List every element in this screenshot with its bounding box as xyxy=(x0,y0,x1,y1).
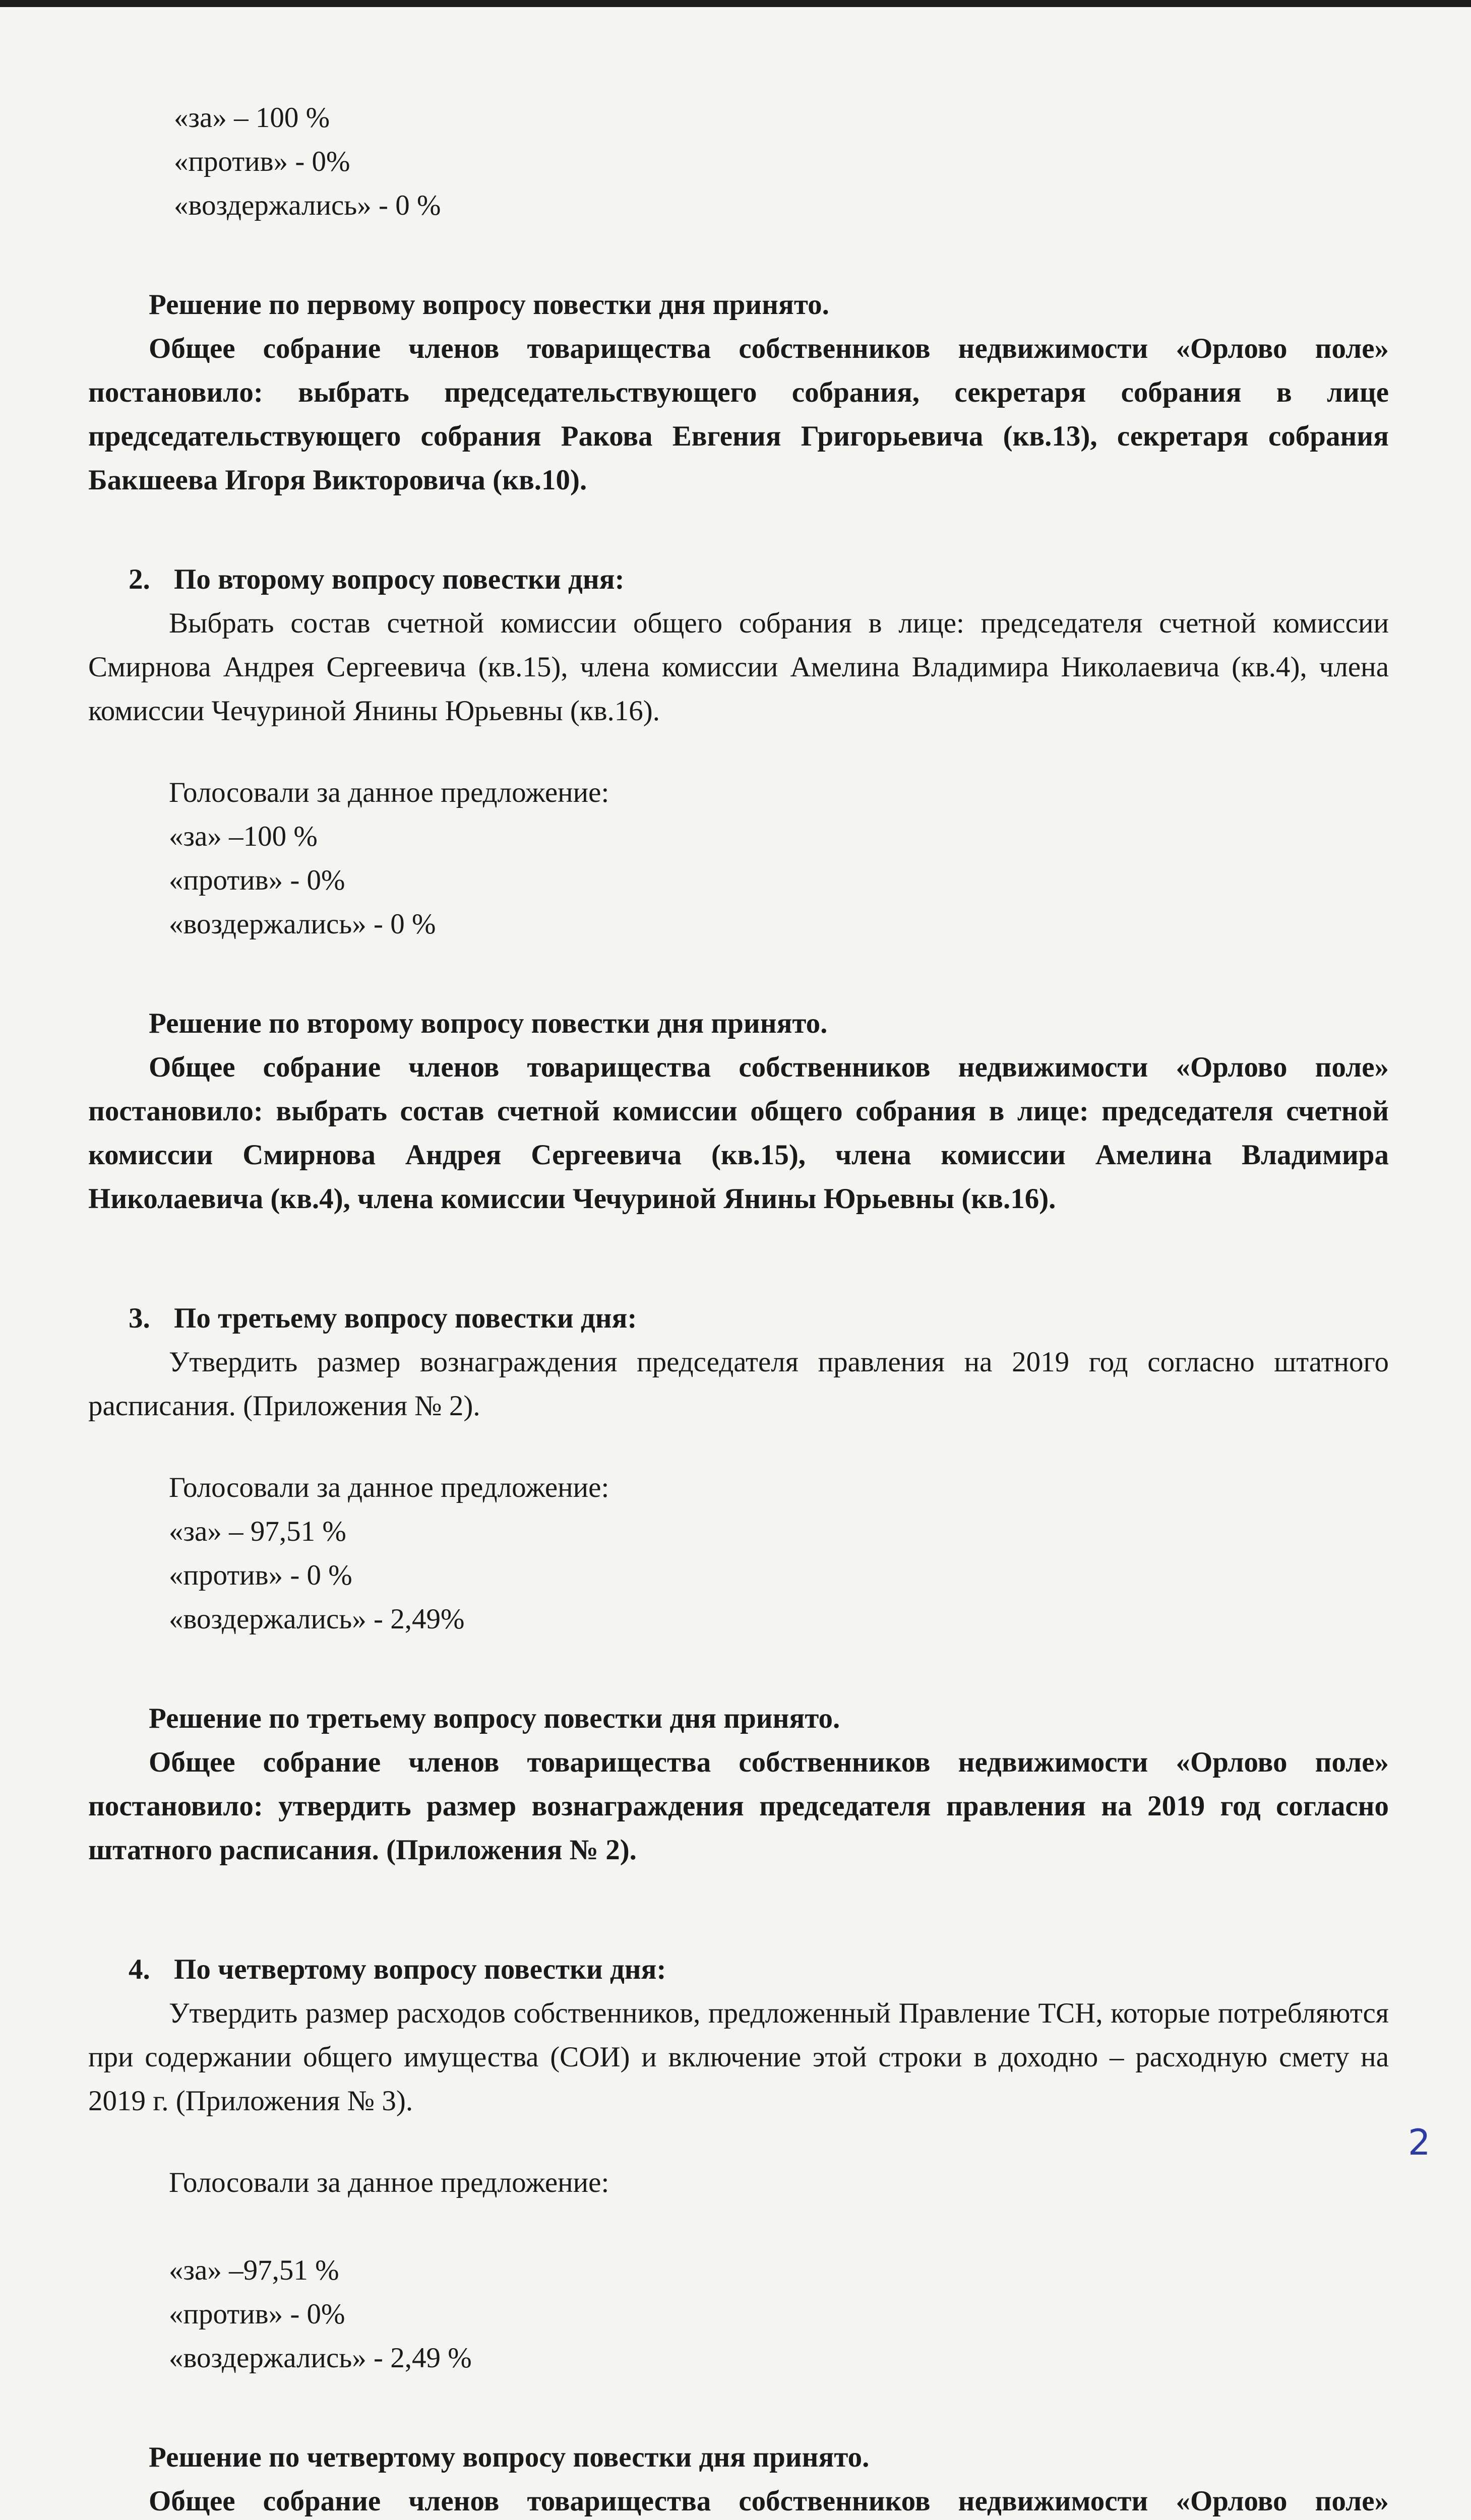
vote-abstained: «воздержались» - 0 % xyxy=(174,190,441,221)
vote-for: «за» –100 % xyxy=(169,821,318,852)
page-top-edge xyxy=(0,0,1471,7)
q3-resolution: Общее собрание членов товарищества собственников недвижимости «Орлово поле» постановило: утвердить размер вознаграждения председателя правления на 2019 год согласно штатного расписания. (Приложения № 2). xyxy=(88,1746,1389,1866)
question-4-votes xyxy=(169,2161,1389,2380)
q2-decision-accepted: Решение по второму вопросу повестки дня принято. xyxy=(149,1007,828,1039)
vote-for: «за» – 100 % xyxy=(174,102,330,134)
question-3 xyxy=(88,1296,1389,1872)
question-2 xyxy=(88,557,1389,1221)
q1-resolution: Общее собрание членов товарищества собственников недвижимости «Орлово поле» постановило: выбрать председательствующего собрания, секретаря собрания в лице председательствующего собрания Ракова Евгения Григорьевича (кв.13), секретаря собрания Бакшеева Игоря Викторовича (кв.10). xyxy=(88,333,1389,496)
question-4-title: По четвертому вопросу повестки дня: xyxy=(174,1954,666,1985)
question-3-number: 3. xyxy=(129,1302,150,1334)
question-2-number: 2. xyxy=(129,563,150,595)
question-3-votes xyxy=(169,1466,1389,1641)
vote-against: «против» - 0% xyxy=(174,146,350,177)
q3-decision-accepted: Решение по третьему вопросу повестки дня принято. xyxy=(149,1703,840,1734)
vote-for: «за» – 97,51 % xyxy=(169,1516,346,1547)
vote-abstained: «воздержались» - 2,49 % xyxy=(169,2342,472,2374)
question-2-votes xyxy=(169,771,1389,946)
q1-vote-results xyxy=(88,96,1389,227)
question-2-heading xyxy=(129,557,1389,601)
voted-label: Голосовали за данное предложение: xyxy=(169,2167,609,2198)
vote-abstained: «воздержались» - 0 % xyxy=(169,908,436,940)
question-2-title: По второму вопросу повестки дня: xyxy=(174,563,625,595)
question-4-number: 4. xyxy=(129,1954,150,1985)
vote-against: «против» - 0% xyxy=(169,864,345,896)
document-page xyxy=(88,96,1389,2520)
question-3-heading xyxy=(129,1296,1389,1340)
q4-decision-accepted: Решение по четвертому вопросу повестки дня принято. xyxy=(149,2441,870,2473)
vote-abstained: «воздержались» - 2,49% xyxy=(169,1603,465,1635)
question-4-heading xyxy=(129,1947,1389,1991)
question-3-text: Утвердить размер вознаграждения председателя правления на 2019 год согласно штатного расписания. (Приложения № 2). xyxy=(88,1346,1389,1422)
voted-label: Голосовали за данное предложение: xyxy=(169,777,609,808)
vote-for: «за» –97,51 % xyxy=(169,2254,339,2286)
blank-line xyxy=(169,2204,1389,2248)
q2-resolution: Общее собрание членов товарищества собственников недвижимости «Орлово поле» постановило: выбрать состав счетной комиссии общего собрания в лице: председателя счетной комиссии Смирнова Андрея Сергеевича (кв.15), члена комиссии Амелина Владимира Николаевича (кв.4), члена комиссии Чечуриной Янины Юрьевны (кв.16). xyxy=(88,1051,1389,1215)
question-2-text: Выбрать состав счетной комиссии общего собрания в лице: председателя счетной комиссии Смирнова Андрея Сергеевича (кв.15), члена комиссии Амелина Владимира Николаевича (кв.4), члена комиссии Чечуриной Янины Юрьевны (кв.16). xyxy=(88,607,1389,727)
question-3-title: По третьему вопросу повестки дня: xyxy=(174,1302,637,1334)
question-4 xyxy=(88,1947,1389,2520)
voted-label: Голосовали за данное предложение: xyxy=(169,1472,609,1503)
q4-resolution: Общее собрание членов товарищества собственников недвижимости «Орлово поле» xyxy=(149,2485,1389,2517)
handwritten-page-number: 2 xyxy=(1408,2122,1431,2163)
q1-decision-accepted: Решение по первому вопросу повестки дня принято. xyxy=(149,289,829,321)
vote-against: «против» - 0 % xyxy=(169,1559,352,1591)
question-4-text: Утвердить размер расходов собственников, предложенный Правление ТСН, которые потребляются при содержании общего имущества (СОИ) и включение этой строки в доходно – расходную смету на 2019 г. (Приложения № 3). xyxy=(88,1997,1389,2117)
vote-against: «против» - 0% xyxy=(169,2298,345,2330)
